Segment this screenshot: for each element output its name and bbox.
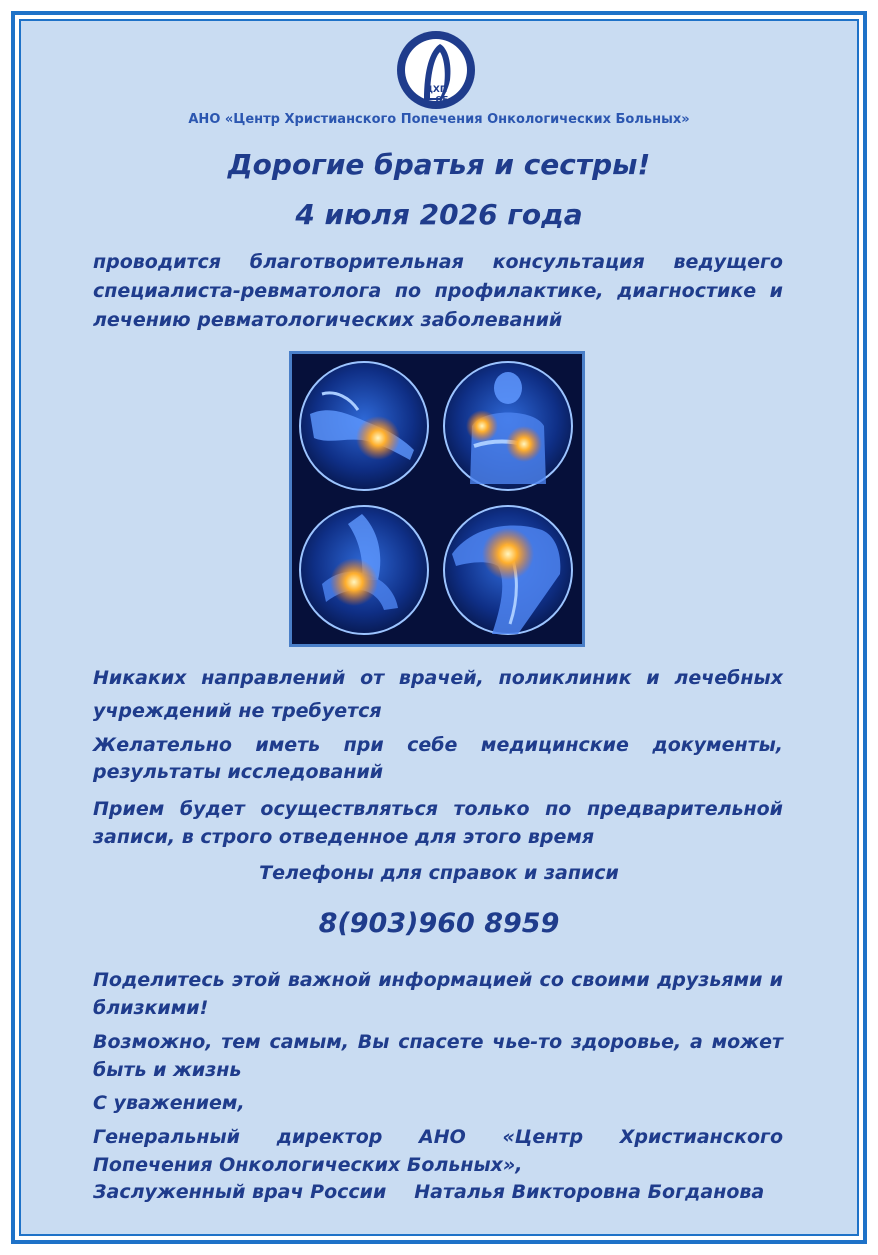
greeting-heading: Дорогие братья и сестры! (227, 148, 651, 181)
shoulder-pain-panel (444, 506, 572, 634)
phone-number: 8(903)960 8959 (318, 908, 560, 939)
signature-name: Наталья Викторовна Богданова (414, 1181, 765, 1203)
share-text: Поделитесь этой важной информацией со своими друзьями и близкими! (93, 969, 783, 1019)
svg-text:ЦХП: ЦХП (424, 85, 448, 95)
signature-position: Генеральный директор АНО «Центр Христианского Попечения Онкологических Больных», (93, 1126, 783, 1176)
phones-label: Телефоны для справок и записи (259, 862, 619, 884)
event-date: 4 июля 2026 года (295, 198, 583, 231)
note-documents: Желательно иметь при себе медицинские документы, результаты исследований (93, 734, 783, 783)
regards-text: С уважением, (93, 1092, 245, 1114)
note-appointment: Прием будет осуществляться только по предварительной записи, в строго отведенное для этого время (93, 798, 783, 848)
shoulder-chest-pain-panel (444, 362, 572, 490)
wrist-pain-panel (300, 362, 428, 490)
elbow-pain-panel (300, 506, 428, 634)
svg-text:ОБ: ОБ (435, 95, 449, 104)
organization-logo-icon (396, 30, 476, 110)
note-no-referral: Никаких направлений от врачей, поликлиник и лечебных учреждений не требуется (93, 667, 783, 722)
save-health-text: Возможно, тем самым, Вы спасете чье-то здоровье, а может быть и жизнь (93, 1031, 783, 1081)
organization-name: АНО «Центр Христианского Попечения Онкологических Больных» (188, 112, 690, 127)
joint-pain-illustration (289, 351, 585, 647)
signature-line (93, 1181, 764, 1203)
lead-paragraph: проводится благотворительная консультация ведущего специалиста-ревматолога по профилактике, диагностике и лечению ревматологических заболеваний (93, 251, 783, 331)
signature-title: Заслуженный врач России (93, 1181, 387, 1203)
